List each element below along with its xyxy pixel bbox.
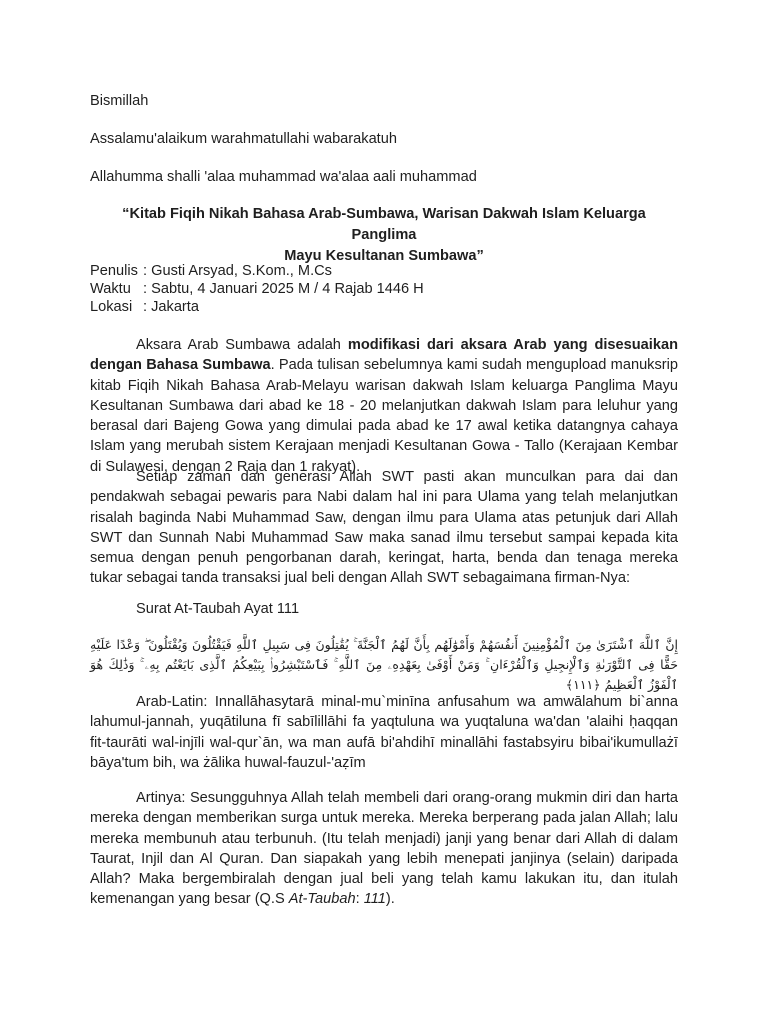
meta-value: : Gusti Arsyad, S.Kom., M.Cs — [143, 263, 332, 279]
title-line-1: “Kitab Fiqih Nikah Bahasa Arab-Sumbawa, Warisan Dakwah Islam Keluarga Panglima — [122, 206, 646, 243]
meta-author — [90, 262, 424, 280]
article-meta — [90, 262, 424, 316]
translation — [90, 788, 678, 910]
reference-close: ). — [385, 891, 395, 908]
salam: Assalamu'alaikum warahmatullahi wabarakatuh — [90, 131, 397, 147]
meta-time — [90, 280, 424, 298]
meta-value: : Jakarta — [143, 299, 199, 315]
meta-value: : Sabtu, 4 Januari 2025 M / 4 Rajab 1446 H — [143, 281, 424, 297]
intro-bold: modifikasi dari aksara Arab yang disesuaikan dengan Bahasa Sumbawa — [90, 337, 678, 374]
paragraph-intro — [90, 335, 678, 477]
reference-separator: : — [355, 891, 364, 908]
article-title — [90, 204, 678, 267]
reference-ayah: 111 — [363, 891, 386, 908]
intro-text-rest: . Pada tulisan sebelumnya kami sudah mengupload manuksrip kitab Fiqih Nikah Bahasa Arab-Melayu warisan dakwah Islam keluarga Panglima Mayu Kesultanan Sumbawa dari abad ke 18 - 20 melanjutkan dakwah Islam para leluhur yang berasal dari Bajeng Gowa yang dimulai pada abad ke 17 awal ketika datangnya cahaya Islam yang merubah sistem Kerajaan menjadi Kesultanan Gowa - Tallo (Kerajaan Kembar di Sulawesi, dengan 2 Raja dan 1 rakyat). — [90, 357, 678, 475]
reference-surah: At-Taubah — [288, 891, 356, 908]
title-line-2: Mayu Kesultanan Sumbawa” — [284, 248, 484, 264]
meta-location — [90, 298, 424, 316]
meta-key: Lokasi — [90, 299, 133, 315]
paragraph-ulama: Setiap zaman dan generasi Allah SWT pasti akan munculkan para dai dan pendakwah sebagai pewaris para Nabi dalam hal ini para Ulama yang telah melanjutkan risalah baginda Nabi Muhammad Saw, dengan ilmu para Ulama atas petunjuk dari Allah SWT dan Sunnah Nabi Muhammad Saw maka sanad ilmu tersebut sampai kepada kita semua dengan penuh pengorbanan darah, keringat, harta, benda dan tenaga mereka tukar sebagai tanda transaksi jual beli dengan Allah SWT sebagaimana firman-Nya: — [90, 469, 678, 587]
meta-key: Waktu — [90, 281, 131, 297]
surah-heading: Surat At-Taubah Ayat 111 — [136, 601, 300, 617]
latin-transliteration: Arab-Latin: Innallāhasytarā minal-mu`minīna anfusahum wa amwālahum bi`anna lahumul-jannah, yuqātiluna fī sabīlillāhi fa yaqtuluna wa yuqtaluna wa'dan 'alaihi ḥaqqan fit-taurāti wal-injīli wal-qur`ān, wa man aufā bi'ahdihī minallāhi fastabsyiru bibai'ikumullażī bāya'tum bih, wa żālika huwal-fauzul-'aẓīm — [90, 694, 678, 771]
translation-text: Artinya: Sesungguhnya Allah telah membeli dari orang-orang mukmin diri dan harta mereka dengan memberikan surga untuk mereka. Mereka berperang pada jalan Allah; lalu mereka membunuh atau terbunuh. (Itu telah menjadi) janji yang benar dari Allah di dalam Taurat, Injil dan Al Quran. Dan siapakah yang lebih menepati janjinya (selain) daripada Allah? Maka bergembiralah dengan jual beli yang telah kamu lakukan itu, dan itulah kemenangan yang besar (Q.S — [90, 790, 678, 908]
bismillah: Bismillah — [90, 93, 149, 109]
arabic-verse: إِنَّ ٱللَّهَ ٱشْتَرَىٰ مِنَ ٱلْمُؤْمِنِينَ أَنفُسَهُمْ وَأَمْوَٰلَهُم بِأَنَّ لَهُمُ ٱلْجَنَّةَ ۚ يُقَٰتِلُونَ فِى سَبِيلِ ٱللَّهِ فَيَقْتُلُونَ وَيُقْتَلُونَ ۖ وَعْدًا عَلَيْهِ حَقًّا فِى ٱلتَّوْرَىٰةِ وَٱلْإِنجِيلِ وَٱلْقُرْءَانِ ۚ وَمَنْ أَوْفَىٰ بِعَهْدِهِۦ مِنَ ٱللَّهِ ۚ فَٱسْتَبْشِرُوا۟ بِبَيْعِكُمُ ٱلَّذِى بَايَعْتُم بِهِۦ ۚ وَذَٰلِكَ هُوَ ٱلْفَوْزُ ٱلْعَظِيمُ ﴿١١١﴾ — [90, 637, 678, 692]
meta-key: Penulis — [90, 263, 138, 279]
shalawat: Allahumma shalli 'alaa muhammad wa'alaa aali muhammad — [90, 169, 477, 185]
intro-text: Aksara Arab Sumbawa adalah — [136, 337, 348, 353]
